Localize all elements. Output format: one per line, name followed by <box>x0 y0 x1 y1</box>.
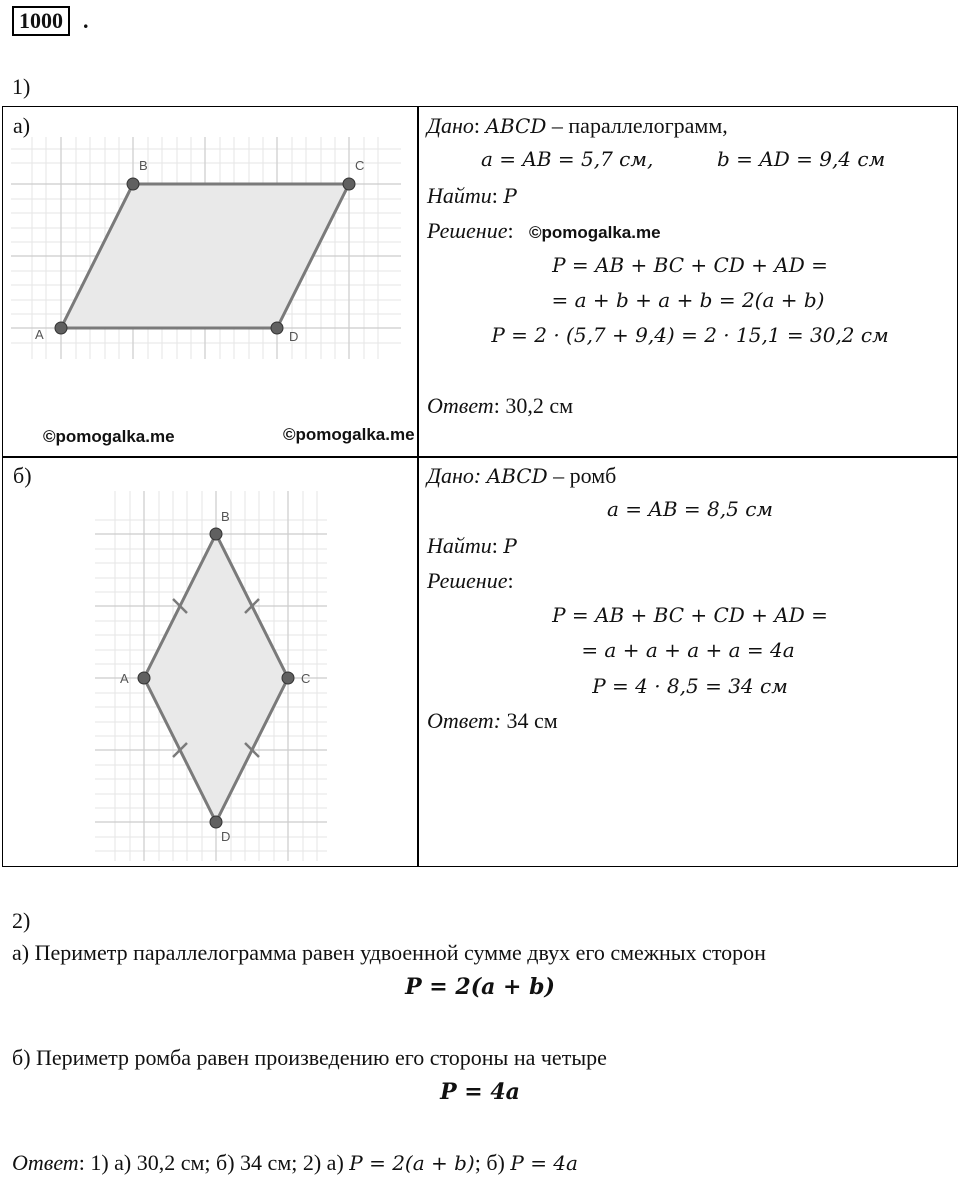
case-a-find: Найти: P <box>427 183 517 208</box>
part2-a-text: а) Периметр параллелограмма равен удвоенной сумме двух его смежных сторон <box>12 940 766 965</box>
case-b-eq3: P = 4 · 8,5 = 34 см <box>592 674 788 698</box>
problem-number-dot: . <box>83 8 89 33</box>
case-a-label: а) <box>13 113 31 138</box>
case-a-given: Дано: ABCD – параллелограмм, <box>427 113 728 138</box>
vertex-label-c: C <box>355 158 365 173</box>
part2-b-text: б) Периметр ромба равен произведению его стороны на четыре <box>12 1045 607 1070</box>
rhombus-figure <box>95 491 327 861</box>
vertex-label-d: D <box>289 329 299 344</box>
part2-a-formula: P = 2(a + b) <box>405 974 555 1000</box>
vertex-label-a: A <box>35 327 44 342</box>
case-a-side-a: a = AB = 5,7 см, <box>481 147 654 171</box>
table-divider-vertical <box>417 107 419 866</box>
vertex-label-a: A <box>120 671 129 686</box>
watermark: ©pomogalka.me <box>529 223 661 242</box>
vertex-label-b: B <box>221 509 230 524</box>
part2-label: 2) <box>12 908 31 933</box>
case-b-answer: Ответ: 34 см <box>427 708 558 733</box>
case-a-solution-label: Решение: <box>427 218 514 243</box>
table-divider-horizontal <box>3 456 957 458</box>
final-answer: Ответ: 1) а) 30,2 см; б) 34 см; 2) а) P = 2(a + b); б) P = 4a <box>12 1150 578 1175</box>
case-a-eq2: = a + b + a + b = 2(a + b) <box>551 288 825 312</box>
case-b-find: Найти: P <box>427 533 517 558</box>
case-a-eq1: P = AB + BC + CD + AD = <box>552 253 828 277</box>
case-b-solution-label: Решение: <box>427 568 514 593</box>
solution-table <box>2 106 958 867</box>
parallelogram-figure <box>11 137 401 359</box>
vertex-label-c: C <box>301 671 311 686</box>
case-b-eq1: P = AB + BC + CD + AD = <box>552 603 828 627</box>
case-a-answer: Ответ: 30,2 см <box>427 393 573 418</box>
case-b-given: Дано: ABCD – ромб <box>427 463 617 488</box>
part2-b-formula: P = 4a <box>440 1079 520 1105</box>
case-a-eq3: P = 2 · (5,7 + 9,4) = 2 · 15,1 = 30,2 см <box>491 323 889 347</box>
case-b-eq2: = a + a + a + a = 4a <box>581 638 795 662</box>
watermark: ©pomogalka.me <box>43 427 175 446</box>
vertex-label-d: D <box>221 829 231 844</box>
case-a-side-b: b = AD = 9,4 см <box>717 147 886 171</box>
vertex-label-b: B <box>139 158 148 173</box>
problem-number: 1000 <box>12 6 70 36</box>
watermark: ©pomogalka.me <box>283 425 415 444</box>
case-b-side-a: a = AB = 8,5 см <box>607 497 773 521</box>
case-b-label: б) <box>13 463 32 488</box>
part1-label: 1) <box>12 74 31 99</box>
